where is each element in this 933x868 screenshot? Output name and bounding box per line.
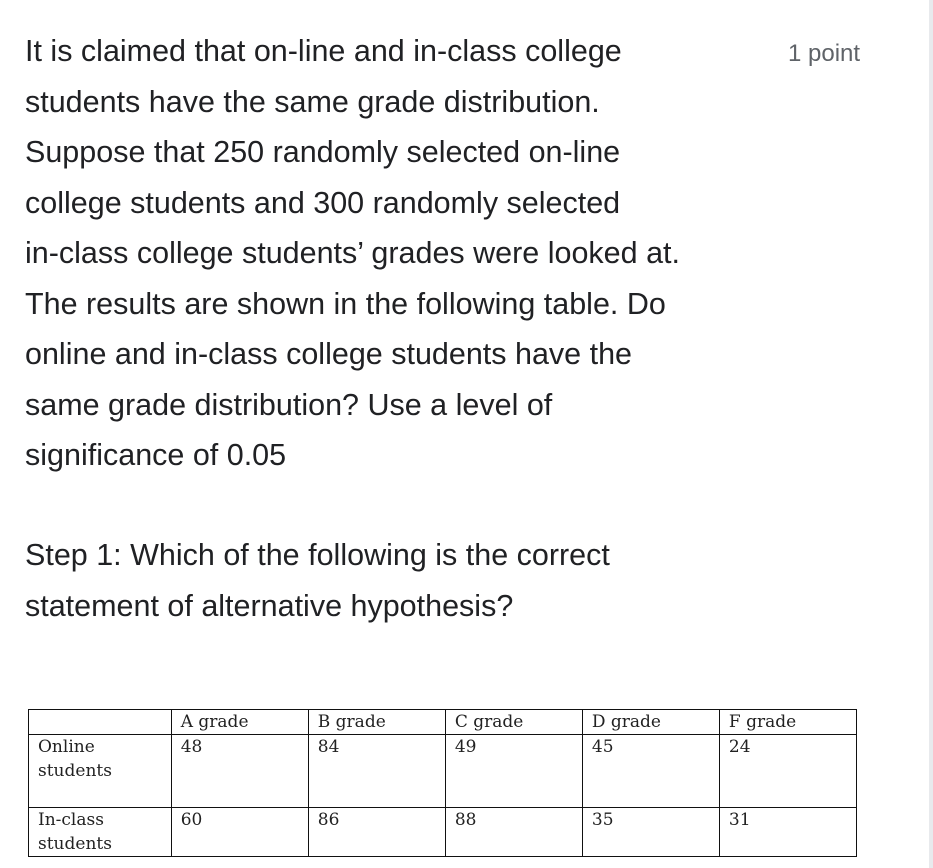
table-header-cell: F grade (719, 710, 856, 735)
step-prompt-line: statement of alternative hypothesis? (25, 588, 514, 623)
question-text-line: same grade distribution? Use a level of (25, 387, 553, 422)
table-cell: 31 (719, 808, 856, 857)
table-cell: 84 (308, 735, 445, 808)
table-cell: 86 (308, 808, 445, 857)
table-cell: 49 (445, 735, 582, 808)
table-cell: 48 (171, 735, 308, 808)
scrollbar-track[interactable] (929, 0, 933, 868)
step-prompt (25, 530, 765, 631)
question-text-line: It is claimed that on-line and in-class college (25, 34, 622, 68)
row-label-line: In-class (38, 810, 104, 830)
row-label-line: students (38, 761, 112, 781)
table-row-in-class (29, 808, 857, 857)
table-cell: 35 (582, 808, 719, 857)
table-header-cell: C grade (445, 710, 582, 735)
row-label-line: students (38, 834, 112, 854)
step-prompt-line: Step 1: Which of the following is the correct (25, 538, 610, 572)
table-cell: 88 (445, 808, 582, 857)
question-text-line: college students and 300 randomly selected (25, 185, 621, 220)
question-text-line: online and in-class college students have the (25, 337, 633, 371)
table-header-cell: B grade (308, 710, 445, 735)
question-text-line: The results are shown in the following table. Do (25, 286, 666, 321)
question-text-line: Suppose that 250 randomly selected on-line (25, 135, 621, 169)
table-cell: 24 (719, 735, 856, 808)
table-header-row (29, 710, 857, 735)
table-cell: 45 (582, 735, 719, 808)
row-label-online (29, 735, 172, 808)
table-header-cell: D grade (582, 710, 719, 735)
table-header-cell: A grade (171, 710, 308, 735)
row-label-line: Online (38, 737, 95, 757)
question-text (25, 26, 765, 481)
points-label: 1 point (788, 40, 861, 67)
table-cell: 60 (171, 808, 308, 857)
row-label-in-class (29, 808, 172, 857)
question-text-line: students have the same grade distribution. (25, 84, 600, 119)
grade-distribution-table (28, 709, 857, 857)
table-header-cell (29, 710, 172, 735)
question-text-line: significance of 0.05 (25, 438, 287, 472)
question-text-line: in-class college students’ grades were looked at. (25, 236, 680, 270)
table-row-online (29, 735, 857, 808)
